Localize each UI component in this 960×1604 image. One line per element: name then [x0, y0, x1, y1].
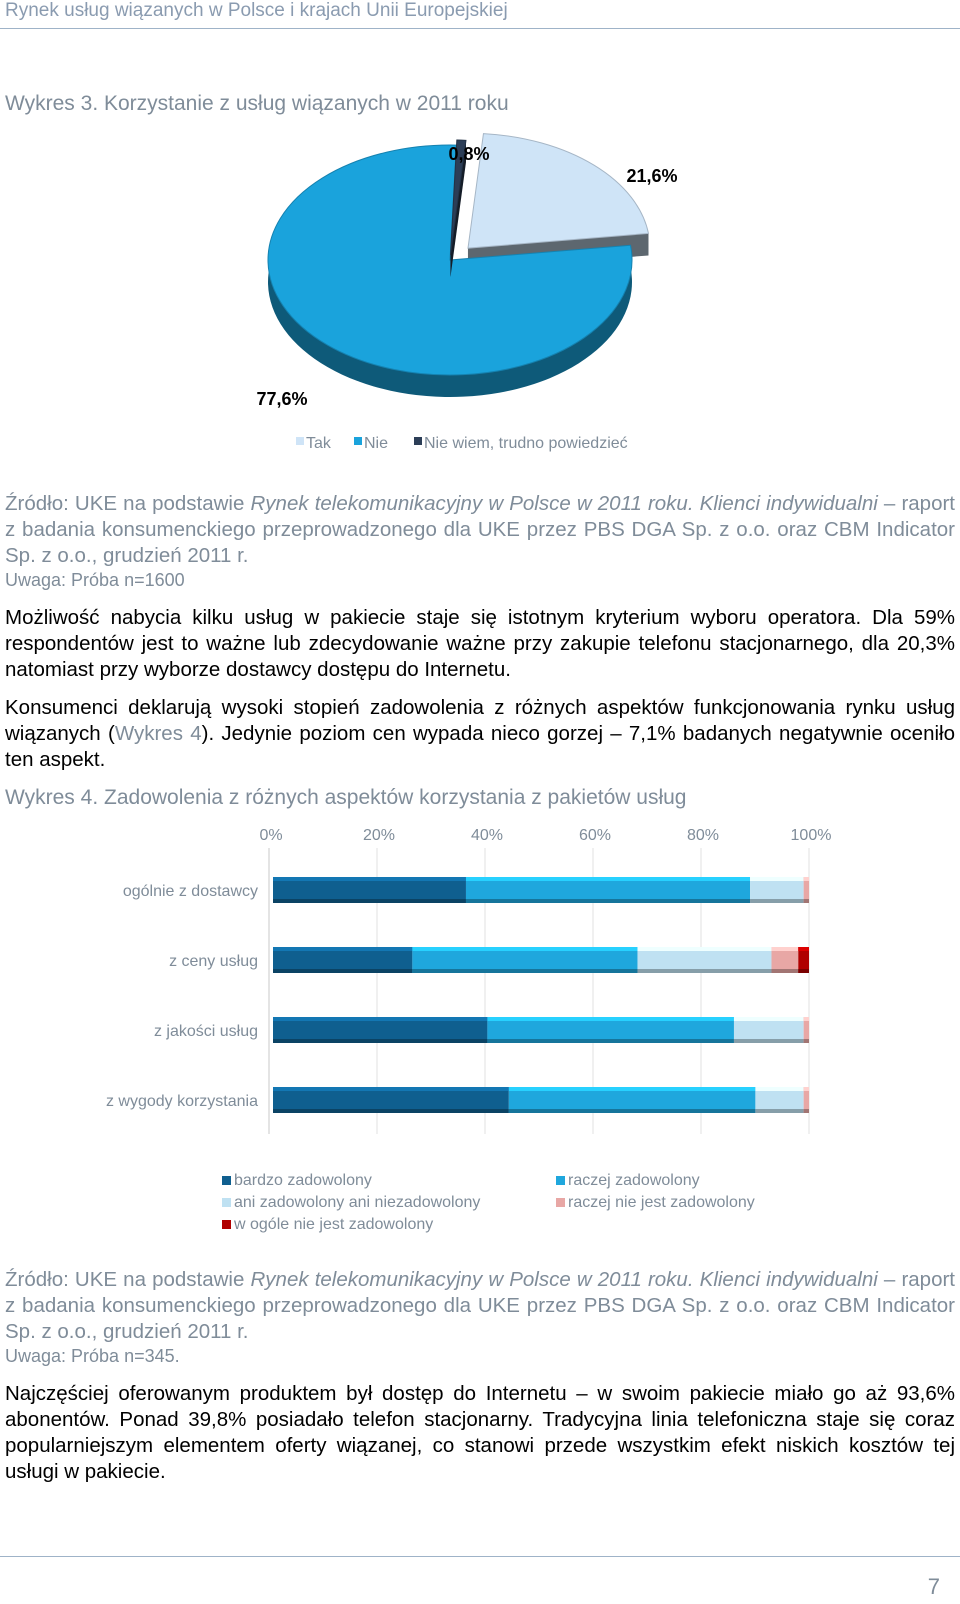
chart4-caption-prefix: Wykres 4.	[5, 786, 99, 809]
pie-legend-swatch	[354, 437, 362, 445]
bar-legend-swatch	[222, 1198, 231, 1207]
bar-legend	[222, 1172, 755, 1233]
source-lead: Źródło: UKE na podstawie	[5, 1268, 251, 1291]
pie-chart	[0, 130, 960, 470]
sample-note-1: Uwaga: Próba n=1600	[5, 570, 185, 590]
bar-legend-label: w ogóle nie jest zadowolony	[234, 1216, 434, 1233]
bar-segment-highlight	[273, 1017, 487, 1021]
pie-data-label: 77,6%	[256, 389, 308, 409]
bar-legend-swatch	[222, 1176, 231, 1185]
bar-segment-highlight	[798, 947, 809, 951]
bar-segment-shadow	[804, 899, 809, 903]
paragraph-2-text-a: Konsumenci deklarują wysoki stopień zadowolenia z różnych aspektów funkcjonowania rynku usług wiązanych (	[5, 696, 955, 745]
bar-segment-highlight	[273, 877, 466, 881]
bar-segment-shadow	[804, 1109, 809, 1113]
pie-legend-label: Tak	[306, 435, 331, 452]
bar-segment-shadow	[637, 969, 771, 973]
pie-data-label: 0,8%	[448, 144, 490, 164]
bar-segment-highlight	[804, 1017, 809, 1021]
bar-category-labels	[106, 883, 258, 1110]
paragraph-3: Najczęściej oferowanym produktem był dostęp do Internetu – w swoim pakiecie miało go aż 93,6% abonentów. Ponad 39,8% posiadało telefon stacjonarny. Tradycyjna linia telefoniczna staje się coraz popularniejszym elementem oferty wiązanej, co stanowi przede wszystkim efekt niskich kosztów tej usługi w pakiecie.	[5, 1382, 955, 1483]
paragraph-2-text-b: ). Jedynie poziom cen wypada nieco gorzej – 7,1% badanych negatywnie oceniło ten aspekt.	[5, 722, 955, 771]
bar-tick-label: 40%	[470, 827, 504, 844]
bar-segment-shadow	[771, 969, 798, 973]
bar-segments	[273, 877, 809, 1113]
bar-segment-highlight	[771, 947, 798, 951]
bar-category-label: z wygody korzystania	[105, 1093, 258, 1110]
pie-legend-swatch	[296, 437, 304, 445]
bar-segment-shadow	[804, 1039, 809, 1043]
bar-chart	[0, 818, 960, 1248]
chart4-caption-rest: Zadowolenia z różnych aspektów korzystania z pakietów usług	[98, 786, 687, 809]
bar-segment-highlight	[273, 947, 412, 951]
chart4-reference-link[interactable]: Wykres 4	[114, 722, 202, 745]
pie-legend-swatch	[414, 437, 422, 445]
bar-segment-highlight	[487, 1017, 734, 1021]
source-note-1	[5, 491, 955, 569]
sample-note-2: Uwaga: Próba n=345.	[5, 1346, 180, 1366]
bar-segment-highlight	[804, 877, 809, 881]
source-title: Rynek telekomunikacyjny w Polsce w 2011 roku. Klienci indywidualni	[250, 492, 878, 515]
bar-tick-label: 0%	[259, 827, 283, 844]
paragraph-2	[5, 695, 955, 773]
bar-category-label: z jakości usług	[153, 1023, 258, 1040]
bar-segment-shadow	[412, 969, 637, 973]
bar-segment-shadow	[273, 1039, 487, 1043]
bar-segment-highlight	[509, 1087, 756, 1091]
chart3-caption: Wykres 3. Korzystanie z usług wiązanych w 2011 roku	[5, 92, 509, 115]
bar-tick-label: 100%	[790, 827, 832, 844]
bar-legend-swatch	[222, 1220, 231, 1229]
header-divider	[0, 28, 960, 29]
bar-segment-shadow	[509, 1109, 756, 1113]
bar-segment-highlight	[412, 947, 637, 951]
bar-legend-label: raczej nie jest zadowolony	[568, 1194, 755, 1211]
bar-tick-labels	[259, 827, 831, 844]
bar-segment-shadow	[273, 899, 466, 903]
bar-segment-shadow	[273, 1109, 509, 1113]
source-title: Rynek telekomunikacyjny w Polsce w 2011 roku. Klienci indywidualni	[250, 1268, 878, 1291]
bar-legend-label: raczej zadowolony	[568, 1172, 700, 1189]
chart4-caption	[5, 786, 686, 810]
pie-slices	[268, 134, 648, 397]
source-tail: – raport z badania konsumenckiego przeprowadzonego dla UKE przez PBS DGA Sp. z o.o. oraz CBM Indicator Sp. z o.o., grudzień 2011 r.	[5, 1268, 955, 1343]
bar-segment-shadow	[466, 899, 750, 903]
bar-segment-highlight	[466, 877, 750, 881]
pie-slice-1	[468, 134, 649, 249]
pie-legend-label: Nie wiem, trudno powiedzieć	[424, 435, 628, 452]
bar-category-label: ogólnie z dostawcy	[122, 883, 258, 900]
bar-segment-highlight	[755, 1087, 803, 1091]
bar-segment-shadow	[755, 1109, 803, 1113]
bar-legend-label: ani zadowolony ani niezadowolony	[234, 1194, 481, 1211]
bar-legend-label: bardzo zadowolony	[234, 1172, 372, 1189]
footer-divider	[0, 1556, 960, 1557]
source-lead: Źródło: UKE na podstawie	[5, 492, 251, 515]
bar-segment-shadow	[273, 969, 412, 973]
bar-segment-highlight	[804, 1087, 809, 1091]
bar-tick-label: 20%	[362, 827, 396, 844]
page-number: 7	[927, 1574, 940, 1599]
bar-segment-highlight	[750, 877, 804, 881]
source-tail: – raport z badania konsumenckiego przeprowadzonego dla UKE przez PBS DGA Sp. z o.o. oraz CBM Indicator Sp. z o.o., grudzień 2011 r.	[5, 492, 955, 567]
bar-segment-shadow	[734, 1039, 804, 1043]
bar-segment-highlight	[637, 947, 771, 951]
header-title: Rynek usług wiązanych w Polsce i krajach Unii Europejskiej	[5, 0, 508, 21]
bar-segment-shadow	[750, 899, 804, 903]
paragraph-1: Możliwość nabycia kilku usług w pakiecie staje się istotnym kryterium wyboru operatora. Dla 59% respondentów jest to ważne lub zdecydowanie ważne przy zakupie telefonu stacjonarnego, dla 20,3% natomiast przy wyborze dostawcy dostępu do Internetu.	[5, 606, 955, 681]
bar-segment-shadow	[487, 1039, 734, 1043]
bar-segment-highlight	[273, 1087, 509, 1091]
pie-legend-label: Nie	[364, 435, 389, 452]
bar-tick-label: 80%	[686, 827, 720, 844]
bar-category-label: z ceny usług	[169, 953, 258, 970]
bar-legend-swatch	[556, 1198, 565, 1207]
pie-data-label: 21,6%	[626, 166, 678, 186]
bar-legend-swatch	[556, 1176, 565, 1185]
source-note-2	[5, 1267, 955, 1345]
bar-tick-label: 60%	[578, 827, 612, 844]
bar-segment-shadow	[798, 969, 809, 973]
bar-segment-highlight	[734, 1017, 804, 1021]
pie-legend	[296, 435, 628, 452]
